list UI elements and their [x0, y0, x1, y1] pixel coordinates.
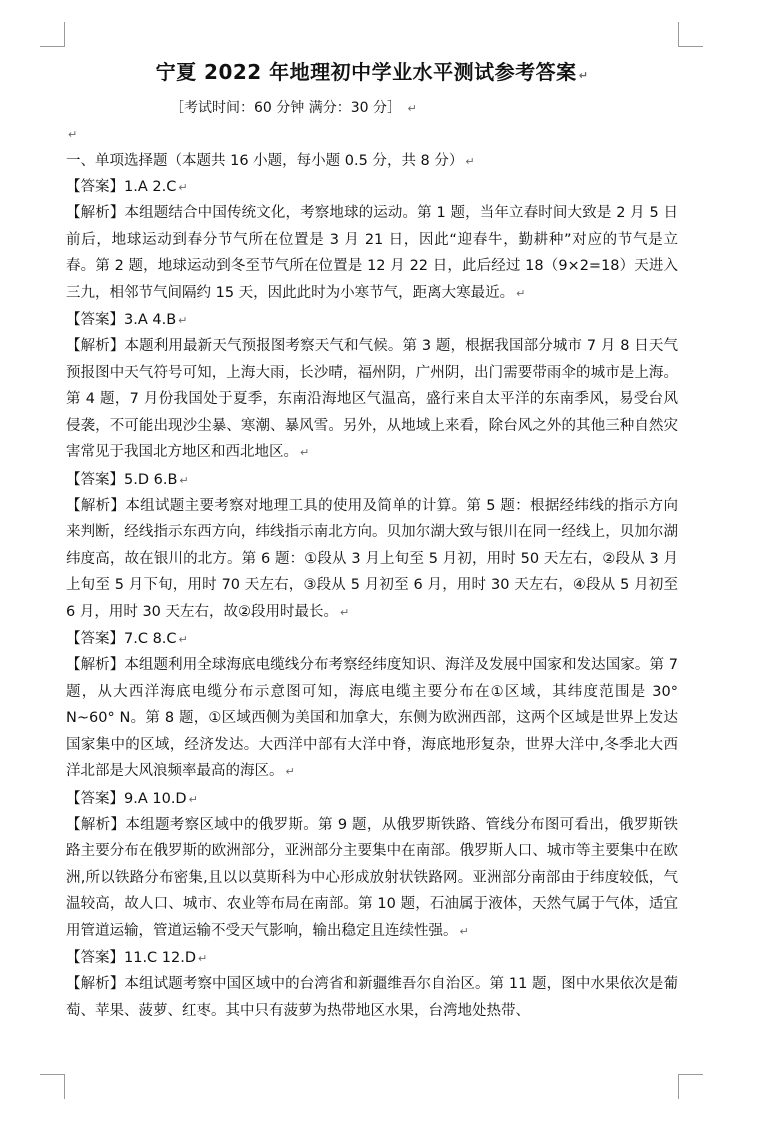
crop-mark-bottom-left [40, 1074, 65, 1099]
crop-mark-top-right [678, 22, 703, 47]
explanation-paragraph: 【解析】本组题考察区域中的俄罗斯。第 9 题，从俄罗斯铁路、管线分布图可看出，俄罗斯铁路主要分布在俄罗斯的欧洲部分，亚洲部分主要集中在南部。俄罗斯人口、城市等主要集中在欧洲,所以铁路分布密集,且以以莫斯科为中心形成放射状铁路网。亚洲部分南部由于纬度较低，气温较高，故人口、城市、农业等布局在南部。第 10 题，石油属于液体，天然气属于气体，适宜用管道运输，管道运输不受天气影响，输出稳定且连续性强。 ↵ [66, 816, 678, 939]
paragraph-mark-icon: ↵ [285, 765, 295, 778]
answer-block [66, 174, 678, 307]
explanation-paragraph: 【解析】本组题利用全球海底电缆线分布考察经纬度知识、海洋及发展中国家和发达国家。第 7 题，从大西洋海底电缆分布示意图可知，海底电缆主要分布在①区域，其纬度范围是 30° N~60° N。第 8 题，①区域西侧为美国和加拿大，东侧为欧洲西部，这两个区域是世界上发达国家集中的区域，经济发达。大西洋中部有大洋中脊，海底地形复杂，世界大洋中,冬季北大西洋北部是大风浪频率最高的海区。 ↵ [66, 657, 678, 779]
answer-line: 【答案】1.A 2.C ↵ [66, 179, 188, 195]
answer-block [66, 626, 678, 786]
paragraph-mark-icon: ↵ [178, 314, 188, 327]
paragraph-mark-icon: ↵ [516, 286, 526, 300]
paragraph-mark-icon: ↵ [407, 102, 417, 115]
paragraph-mark-icon: ↵ [465, 155, 475, 168]
paragraph-mark-icon: ↵ [68, 128, 78, 141]
answer-block [66, 467, 678, 627]
document-body [66, 50, 678, 1024]
paragraph-mark-icon: ↵ [340, 605, 350, 619]
explanation-paragraph: 【解析】本组试题考察中国区域中的台湾省和新疆维吾尔自治区。第 11 题，图中水果依次是葡萄、苹果、菠萝、红枣。其中只有菠萝为热带地区水果，台湾地处热带、 [66, 976, 678, 1019]
blank-line [66, 122, 678, 148]
paragraph-mark-icon: ↵ [198, 952, 208, 965]
paragraph-mark-icon: ↵ [578, 69, 589, 82]
explanation-paragraph: 【解析】本组试题主要考察对地理工具的使用及简单的计算。第 5 题：根据经纬线的指示方向来判断，经线指示东西方向，纬线指示南北方向。贝加尔湖大致与银川在同一经线上，贝加尔湖纬度高，故在银川的北方。第 6 题：①段从 3 月上旬至 5 月初，用时 50 天左右，②段从 3 月上旬至 5 月下旬，用时 70 天左右，③段从 5 月初至 6 月，用时 30 天左右，④段从 5 月初至 6 月，用时 30 天左右，故②段用时最长。 ↵ [66, 497, 678, 620]
answer-line: 【答案】11.C 12.D ↵ [66, 950, 208, 966]
explanation-paragraph: 【解析】本题利用最新天气预报图考察天气和气候。第 3 题，根据我国部分城市 7 月 8 日天气预报图中天气符号可知，上海大雨，长沙晴，福州阴，广州阴，出门需要带雨伞的城市是上海。第 4 题，7 月份我国处于夏季，东南沿海地区气温高，盛行来自太平洋的东南季风，易受台风侵袭，不可能出现沙尘暴、寒潮、暴风雪。另外，从地域上来看，除台风之外的其他三种自然灾害常见于我国北方地区和西北地区。 ↵ [66, 338, 678, 460]
answer-line: 【答案】9.A 10.D ↵ [66, 790, 198, 807]
answer-block [66, 307, 678, 467]
paragraph-mark-icon: ↵ [178, 633, 188, 646]
exam-info: ［考试时间：60 分钟 满分：30 分］ ↵ [170, 100, 417, 116]
document-title: 宁夏 2022 年地理初中学业水平测试参考答案 ↵ [155, 60, 589, 84]
answer-line: 【答案】3.A 4.B ↵ [66, 312, 188, 328]
paragraph-mark-icon: ↵ [300, 446, 310, 459]
paragraph-mark-icon: ↵ [178, 181, 188, 194]
answer-block [66, 786, 678, 946]
paragraph-mark-icon: ↵ [188, 792, 198, 806]
explanation-paragraph: 【解析】本组题结合中国传统文化，考察地球的运动。第 1 题，当年立春时间大致是 2 月 5 日前后，地球运动到春分节气所在位置是 3 月 21 日，因此“迎春牛，勤耕种”对应的节气是立春。第 2 题，地球运动到冬至节气所在位置是 12 月 22 日，此后经过 18（9×2=18）天进入三九，相邻节气间隔约 15 天，因此此时为小寒节气，距离大寒最近。 ↵ [66, 205, 678, 301]
crop-mark-bottom-right [678, 1074, 703, 1099]
answer-line: 【答案】7.C 8.C ↵ [66, 631, 188, 647]
answer-line: 【答案】5.D 6.B ↵ [66, 471, 189, 488]
paragraph-mark-icon: ↵ [459, 924, 469, 938]
section-heading: 一、单项选择题（本题共 16 小题，每小题 0.5 分，共 8 分） ↵ [66, 153, 475, 169]
crop-mark-top-left [40, 22, 65, 47]
paragraph-mark-icon: ↵ [179, 473, 189, 487]
answer-block [66, 945, 678, 1024]
